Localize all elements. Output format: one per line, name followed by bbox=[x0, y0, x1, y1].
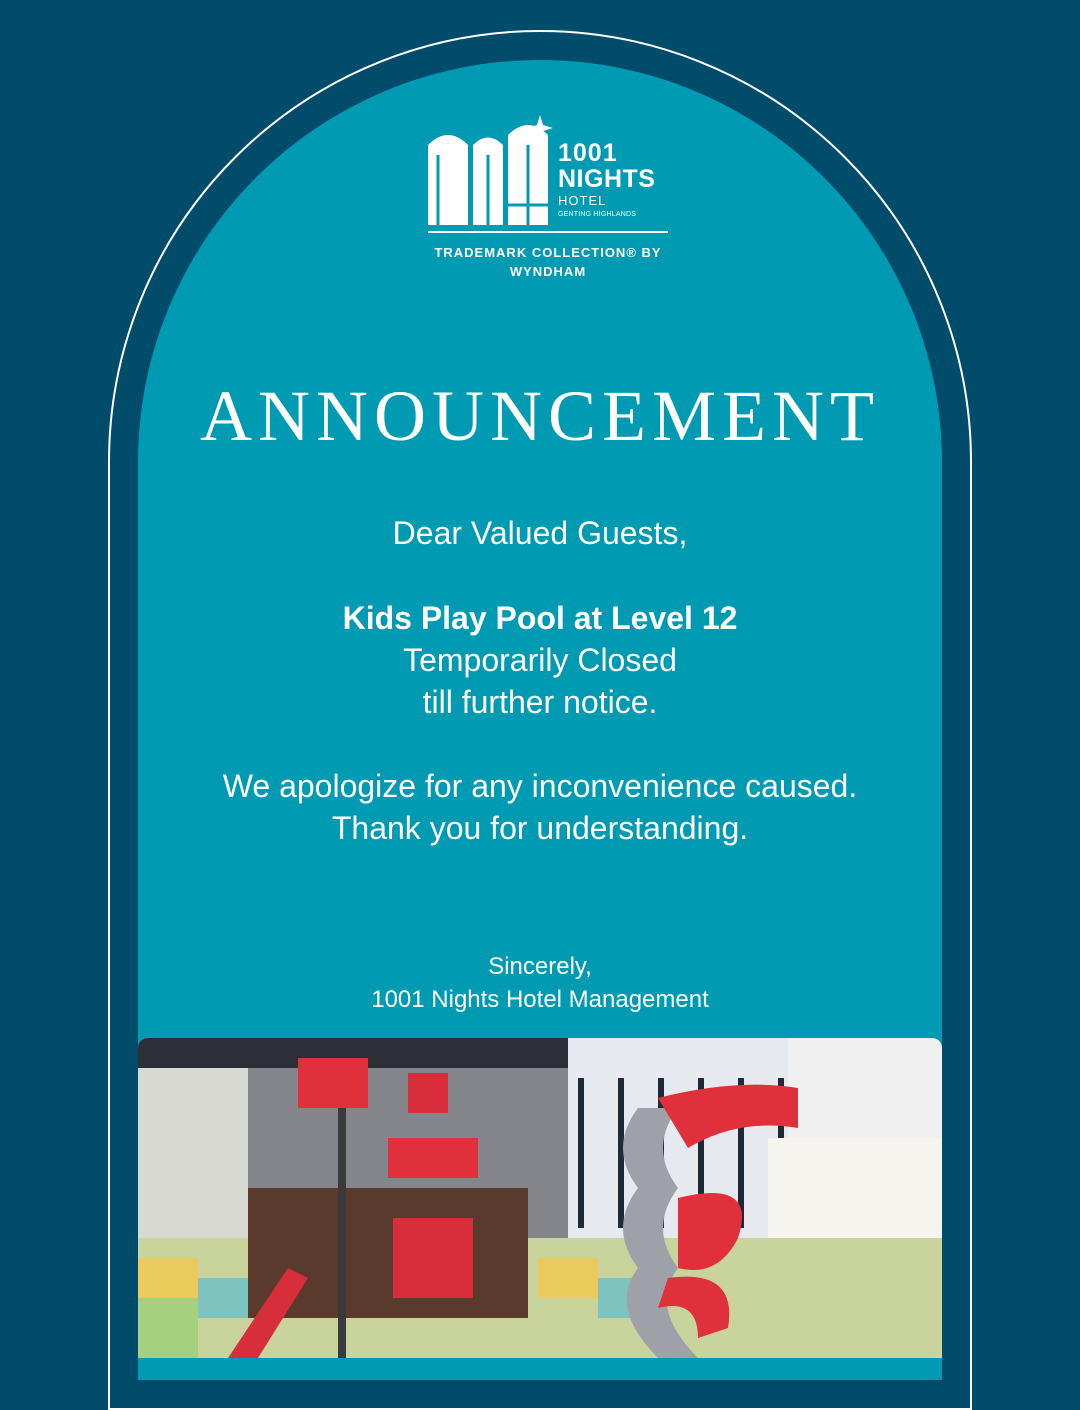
kids-pool-illustration bbox=[138, 1038, 942, 1358]
thanks-text: Thank you for understanding. bbox=[331, 810, 749, 846]
apology-text: We apologize for any inconvenience caused. bbox=[222, 768, 858, 804]
logo-divider bbox=[428, 231, 668, 233]
notice-text: till further notice. bbox=[422, 684, 658, 720]
trademark-text: TRADEMARK COLLECTION® BY WYNDHAM bbox=[434, 245, 662, 279]
hotel-logo bbox=[428, 115, 668, 345]
pool-photo bbox=[138, 1038, 942, 1358]
announcement-title: ANNOUNCEMENT bbox=[200, 376, 880, 456]
brand-location: GENTING HIGHLANDS bbox=[558, 211, 637, 218]
brand-type: HOTEL bbox=[558, 193, 607, 208]
greeting-text: Dear Valued Guests, bbox=[392, 515, 688, 551]
brand-name: NIGHTS bbox=[558, 165, 656, 193]
brand-number: 1001 bbox=[558, 139, 618, 167]
sender-text: 1001 Nights Hotel Management bbox=[371, 986, 709, 1013]
headline-text: Kids Play Pool at Level 12 bbox=[342, 600, 738, 636]
announcement-panel bbox=[138, 60, 942, 1380]
closing-text: Sincerely, bbox=[488, 953, 592, 980]
status-text: Temporarily Closed bbox=[403, 642, 677, 678]
